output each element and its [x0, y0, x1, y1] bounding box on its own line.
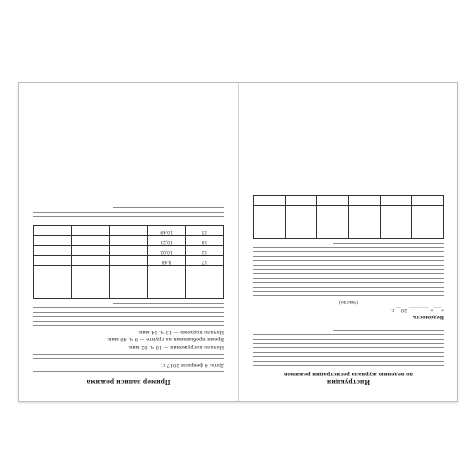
text-line	[33, 307, 224, 308]
text-line	[253, 251, 444, 252]
text-line	[113, 303, 224, 304]
table-cell	[34, 226, 72, 236]
table-header-cell	[412, 205, 444, 238]
table-header-cell	[380, 205, 412, 238]
table-cell	[317, 195, 349, 205]
table-header-cell	[317, 205, 349, 238]
text-line	[253, 365, 444, 366]
text-line	[33, 371, 224, 372]
example-line: Начало погружения — 10 ч. 02 мин.	[127, 344, 224, 351]
table-cell	[380, 195, 412, 205]
record-table	[253, 195, 444, 239]
table-cell	[72, 226, 110, 236]
text-line	[253, 278, 444, 279]
example-line: Дата: 4 февраля 2017 г.	[160, 361, 224, 368]
text-line	[253, 343, 444, 344]
table-cell	[110, 256, 148, 266]
table-cell	[34, 246, 72, 256]
text-line	[33, 321, 224, 322]
example-title: Пример записи режима	[86, 378, 171, 385]
text-line	[33, 325, 224, 326]
table-cell	[110, 236, 148, 246]
text-line	[253, 247, 444, 248]
text-line	[253, 273, 444, 274]
table-cell: 10,21	[148, 236, 186, 246]
table-row	[34, 256, 224, 266]
table-cell	[349, 195, 381, 205]
table-cell	[254, 195, 286, 205]
text-line	[33, 354, 224, 355]
table-header-cell	[72, 266, 110, 299]
text-line	[253, 291, 444, 292]
text-line	[33, 212, 224, 213]
table-cell	[72, 236, 110, 246]
table-header-cell	[148, 266, 186, 299]
text-line	[253, 361, 444, 362]
table-cell: 15	[186, 226, 224, 236]
table-row	[34, 246, 224, 256]
table-cell	[34, 236, 72, 246]
text-line	[253, 287, 444, 288]
text-line	[253, 352, 444, 353]
table-cell: 10,49	[148, 226, 186, 236]
text-line	[253, 347, 444, 348]
table-cell	[412, 195, 444, 205]
instruction-title: Инструкция	[326, 378, 371, 385]
table-header-cell	[110, 266, 148, 299]
table-cell	[34, 256, 72, 266]
text-line	[253, 356, 444, 357]
table-cell	[110, 246, 148, 256]
instruction-subtitle: по ведению журнала регистрации режимов	[283, 371, 414, 377]
text-line	[33, 312, 224, 313]
text-line	[253, 269, 444, 270]
text-line	[113, 207, 224, 208]
document-spread	[18, 82, 458, 402]
table-cell: 18	[186, 236, 224, 246]
table-cell: 12	[186, 246, 224, 256]
text-line	[33, 216, 224, 217]
text-line	[33, 316, 224, 317]
table-cell	[285, 195, 317, 205]
table-header-cell	[285, 205, 317, 238]
date-line: «___» ________ 20__ г.	[390, 306, 444, 313]
date-hint: (число)	[338, 298, 359, 305]
text-line	[253, 265, 444, 266]
example-line: Время пребывания на грунте — 9 ч. 40 мин.	[106, 336, 224, 343]
text-line	[253, 256, 444, 257]
text-line	[253, 339, 444, 340]
text-line	[333, 330, 444, 331]
text-line	[253, 282, 444, 283]
table-row	[34, 236, 224, 246]
text-line	[33, 358, 224, 359]
table-cell: 8,48	[148, 256, 186, 266]
text-line	[253, 295, 444, 296]
table-cell: 17	[186, 256, 224, 266]
table-cell	[72, 256, 110, 266]
table-header-cell	[349, 205, 381, 238]
main-heading: Ведомость	[412, 314, 444, 321]
table-cell	[72, 246, 110, 256]
table-cell	[110, 226, 148, 236]
example-line: Начало подъема — 13 ч. 14 мин.	[137, 328, 224, 335]
instruction-page	[239, 83, 458, 401]
footnote	[33, 207, 224, 217]
table-header-cell	[254, 205, 286, 238]
table-header-cell	[186, 266, 224, 299]
table-header-cell	[34, 266, 72, 299]
table-row	[34, 226, 224, 236]
table-cell: 10,02	[148, 246, 186, 256]
text-line	[253, 334, 444, 335]
text-line	[333, 243, 444, 244]
text-line	[253, 260, 444, 261]
example-table	[33, 225, 224, 299]
example-page	[19, 83, 238, 401]
